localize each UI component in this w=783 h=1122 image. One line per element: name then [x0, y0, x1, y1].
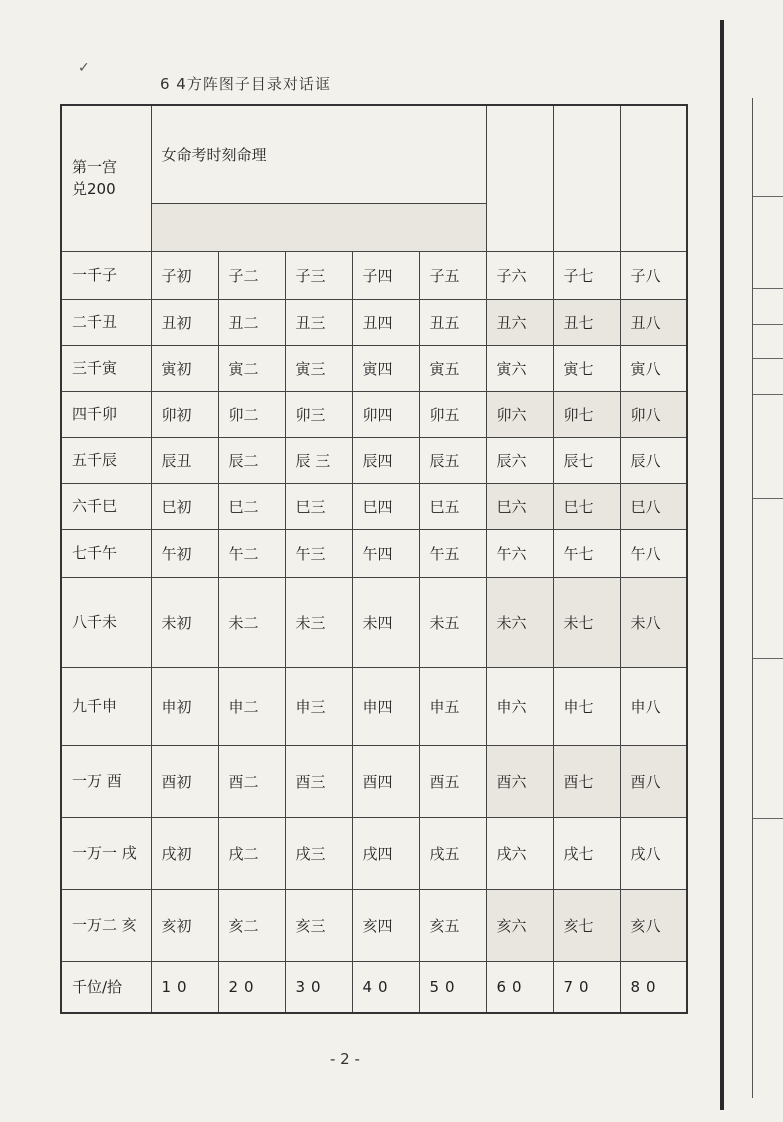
table-cell: 寅二 — [218, 345, 285, 391]
page-number: - 2 - — [330, 1050, 360, 1068]
table-cell: 酉六 — [486, 745, 553, 817]
table-cell: 未二 — [218, 577, 285, 667]
header-sub-cell — [151, 203, 486, 251]
table-cell: 未三 — [285, 577, 352, 667]
footer-cell: 40 — [352, 961, 419, 1013]
table-cell: 戌四 — [352, 817, 419, 889]
table-cell: 酉二 — [218, 745, 285, 817]
palace-number: 兑200 — [72, 180, 116, 199]
row-label: 七千午 — [61, 529, 151, 577]
table-cell: 午五 — [419, 529, 486, 577]
table-row — [61, 299, 687, 345]
footer-cell: 20 — [218, 961, 285, 1013]
table-cell: 申七 — [553, 667, 620, 745]
table-cell: 辰丑 — [151, 437, 218, 483]
table-cell: 申四 — [352, 667, 419, 745]
table-cell: 申三 — [285, 667, 352, 745]
table-row — [61, 667, 687, 745]
adjacent-page-edge — [752, 98, 783, 1098]
table-cell: 酉八 — [620, 745, 687, 817]
footer-cell: 50 — [419, 961, 486, 1013]
table-cell: 午七 — [553, 529, 620, 577]
footer-cell: 60 — [486, 961, 553, 1013]
table-cell: 午四 — [352, 529, 419, 577]
table-cell: 未初 — [151, 577, 218, 667]
table-cell: 丑七 — [553, 299, 620, 345]
row-label: 五千辰 — [61, 437, 151, 483]
table-cell: 寅七 — [553, 345, 620, 391]
table-cell: 辰四 — [352, 437, 419, 483]
table-cell: 戌八 — [620, 817, 687, 889]
table-row — [61, 889, 687, 961]
table-cell: 丑三 — [285, 299, 352, 345]
table-cell: 午六 — [486, 529, 553, 577]
table-cell: 寅三 — [285, 345, 352, 391]
footer-label: 千位/拾 — [61, 961, 151, 1013]
table-cell: 丑初 — [151, 299, 218, 345]
table-cell: 卯七 — [553, 391, 620, 437]
row-label: 二千丑 — [61, 299, 151, 345]
table-row — [61, 251, 687, 299]
table-row — [61, 437, 687, 483]
table-cell: 卯三 — [285, 391, 352, 437]
palace-name: 第一宫 — [72, 158, 118, 177]
table-cell: 辰六 — [486, 437, 553, 483]
table-cell: 卯五 — [419, 391, 486, 437]
table-cell: 午初 — [151, 529, 218, 577]
pen-tick-mark: ✓ — [78, 60, 90, 76]
table-row — [61, 391, 687, 437]
table-cell: 申五 — [419, 667, 486, 745]
hexagram-index-table-wrapper — [60, 104, 688, 1014]
table-cell: 巳六 — [486, 483, 553, 529]
table-cell: 辰七 — [553, 437, 620, 483]
table-cell: 未四 — [352, 577, 419, 667]
table-cell: 申八 — [620, 667, 687, 745]
table-row — [61, 483, 687, 529]
table-cell: 丑六 — [486, 299, 553, 345]
footer-cell: 80 — [620, 961, 687, 1013]
table-cell: 戌三 — [285, 817, 352, 889]
table-row — [61, 345, 687, 391]
table-cell: 辰二 — [218, 437, 285, 483]
table-cell: 丑五 — [419, 299, 486, 345]
row-label: 四千卯 — [61, 391, 151, 437]
footer-cell: 30 — [285, 961, 352, 1013]
table-cell: 卯四 — [352, 391, 419, 437]
row-label: 六千巳 — [61, 483, 151, 529]
header-blank-cell — [486, 105, 553, 251]
table-cell: 巳四 — [352, 483, 419, 529]
table-row — [61, 745, 687, 817]
palace-label-cell — [61, 105, 151, 251]
table-cell: 辰五 — [419, 437, 486, 483]
table-cell: 寅五 — [419, 345, 486, 391]
table-cell: 亥六 — [486, 889, 553, 961]
table-row — [61, 529, 687, 577]
table-cell: 子六 — [486, 251, 553, 299]
table-body — [61, 105, 687, 1013]
hexagram-index-table — [60, 104, 688, 1014]
table-cell: 未七 — [553, 577, 620, 667]
table-cell: 酉三 — [285, 745, 352, 817]
table-cell: 午二 — [218, 529, 285, 577]
row-label: 九千申 — [61, 667, 151, 745]
table-cell: 亥初 — [151, 889, 218, 961]
table-cell: 亥三 — [285, 889, 352, 961]
table-cell: 子五 — [419, 251, 486, 299]
table-cell: 丑四 — [352, 299, 419, 345]
table-cell: 巳二 — [218, 483, 285, 529]
table-cell: 午三 — [285, 529, 352, 577]
table-cell: 丑八 — [620, 299, 687, 345]
table-cell: 戌六 — [486, 817, 553, 889]
table-cell: 午八 — [620, 529, 687, 577]
table-cell: 子七 — [553, 251, 620, 299]
row-label: 三千寅 — [61, 345, 151, 391]
table-cell: 申二 — [218, 667, 285, 745]
table-cell: 卯六 — [486, 391, 553, 437]
table-cell: 巳七 — [553, 483, 620, 529]
row-label: 一万一 戌 — [61, 817, 151, 889]
table-cell: 申六 — [486, 667, 553, 745]
table-cell: 亥八 — [620, 889, 687, 961]
table-cell: 戌七 — [553, 817, 620, 889]
table-cell: 戌初 — [151, 817, 218, 889]
table-cell: 子三 — [285, 251, 352, 299]
table-cell: 寅四 — [352, 345, 419, 391]
table-cell: 子八 — [620, 251, 687, 299]
table-cell: 未八 — [620, 577, 687, 667]
footer-cell: 10 — [151, 961, 218, 1013]
table-cell: 辰八 — [620, 437, 687, 483]
table-cell: 申初 — [151, 667, 218, 745]
table-cell: 未五 — [419, 577, 486, 667]
table-cell: 卯八 — [620, 391, 687, 437]
table-cell: 子二 — [218, 251, 285, 299]
table-cell: 未六 — [486, 577, 553, 667]
table-cell: 寅初 — [151, 345, 218, 391]
header-blank-cell — [553, 105, 620, 251]
footer-cell: 70 — [553, 961, 620, 1013]
row-label: 一万二 亥 — [61, 889, 151, 961]
table-row — [61, 577, 687, 667]
table-cell: 子四 — [352, 251, 419, 299]
table-row — [61, 817, 687, 889]
table-cell: 巳三 — [285, 483, 352, 529]
row-label: 一万 酉 — [61, 745, 151, 817]
table-cell: 卯二 — [218, 391, 285, 437]
row-label: 一千子 — [61, 251, 151, 299]
binding-edge — [720, 20, 724, 1110]
table-cell: 卯初 — [151, 391, 218, 437]
table-cell: 寅八 — [620, 345, 687, 391]
table-cell: 酉七 — [553, 745, 620, 817]
table-cell: 巳五 — [419, 483, 486, 529]
header-row — [61, 105, 687, 203]
table-cell: 酉初 — [151, 745, 218, 817]
table-cell: 寅六 — [486, 345, 553, 391]
page-title: 6 4方阵图子目录对话诓 — [160, 75, 331, 93]
table-cell: 戌二 — [218, 817, 285, 889]
table-cell: 亥五 — [419, 889, 486, 961]
footer-row — [61, 961, 687, 1013]
header-main-cell: 女命考时刻命理 — [151, 105, 486, 203]
table-cell: 酉五 — [419, 745, 486, 817]
table-cell: 戌五 — [419, 817, 486, 889]
table-cell: 亥七 — [553, 889, 620, 961]
row-label: 八千未 — [61, 577, 151, 667]
table-cell: 酉四 — [352, 745, 419, 817]
table-cell: 子初 — [151, 251, 218, 299]
table-cell: 巳初 — [151, 483, 218, 529]
header-blank-cell — [620, 105, 687, 251]
table-cell: 亥四 — [352, 889, 419, 961]
table-cell: 丑二 — [218, 299, 285, 345]
table-cell: 辰 三 — [285, 437, 352, 483]
table-cell: 亥二 — [218, 889, 285, 961]
table-cell: 巳八 — [620, 483, 687, 529]
